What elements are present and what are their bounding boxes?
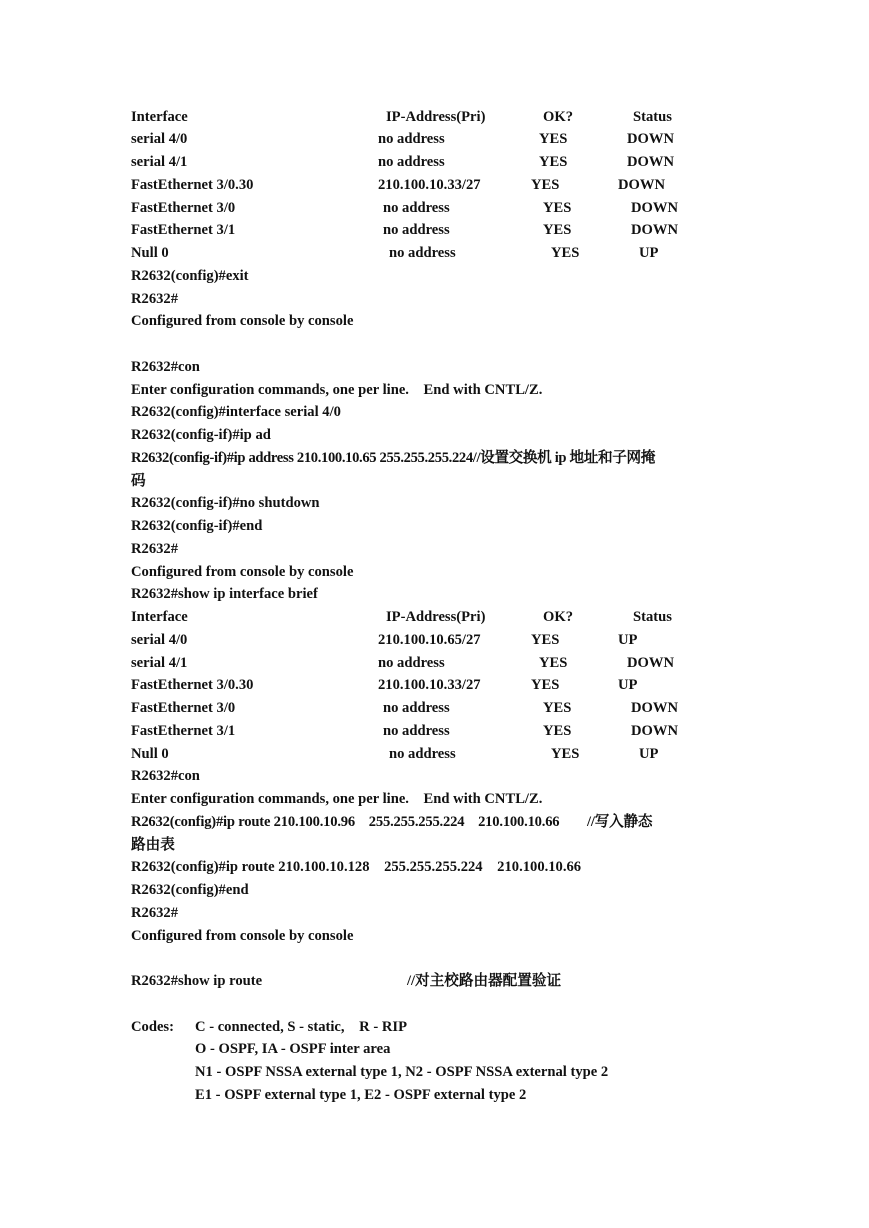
cell-ok: YES xyxy=(531,632,560,648)
cell-interface: serial 4/1 xyxy=(131,655,188,671)
cell-ok: YES xyxy=(543,723,572,739)
cell-status: UP xyxy=(639,746,659,762)
cell-interface: Null 0 xyxy=(131,245,169,261)
console-line: R2632#con xyxy=(131,768,200,784)
table-row xyxy=(131,722,738,740)
cell-interface: FastEthernet 3/0.30 xyxy=(131,677,254,693)
cell-ip-address: 210.100.10.33/27 xyxy=(378,177,481,193)
console-line: R2632(config-if)#ip ad xyxy=(131,427,271,443)
cell-ok: YES xyxy=(531,677,560,693)
table-row xyxy=(131,130,738,148)
cell-interface: FastEthernet 3/0 xyxy=(131,700,236,716)
cell-ip-address: no address xyxy=(383,700,450,716)
cell-ok: YES xyxy=(543,700,572,716)
cell-ip-address: no address xyxy=(378,154,445,170)
cell-interface: FastEthernet 3/0.30 xyxy=(131,177,254,193)
console-line: R2632(config-if)#end xyxy=(131,518,263,534)
cell-ip-address: no address xyxy=(378,655,445,671)
cell-ip-address: 210.100.10.65/27 xyxy=(378,632,481,648)
console-line: R2632(config)#exit xyxy=(131,268,249,284)
cell-status: DOWN xyxy=(631,723,679,739)
cell-ip-address: no address xyxy=(378,131,445,147)
table1-header xyxy=(131,108,738,126)
cell-status: DOWN xyxy=(627,154,675,170)
column-header-ok: OK? xyxy=(543,109,573,125)
column-header-status: Status xyxy=(633,109,672,125)
cell-interface: FastEthernet 3/1 xyxy=(131,222,236,238)
cell-ip-address: 210.100.10.33/27 xyxy=(378,677,481,693)
console-line: Configured from console by console xyxy=(131,928,354,944)
show-route-command: R2632#show ip route xyxy=(131,973,263,989)
show-route-comment: //对主校路由器配置验证 xyxy=(407,973,562,989)
console-line: 路由表 xyxy=(131,837,175,853)
cell-ip-address: no address xyxy=(389,245,456,261)
cell-status: UP xyxy=(618,677,638,693)
table-row xyxy=(131,221,738,239)
cell-ok: YES xyxy=(539,154,568,170)
table-row xyxy=(131,631,738,649)
console-line: Enter configuration commands, one per line. End with CNTL/Z. xyxy=(131,791,543,807)
cell-interface: Null 0 xyxy=(131,746,169,762)
cell-status: DOWN xyxy=(627,655,675,671)
codes-line: E1 - OSPF external type 1, E2 - OSPF external type 2 xyxy=(195,1087,527,1103)
table-row xyxy=(131,676,738,694)
cell-interface: FastEthernet 3/1 xyxy=(131,723,236,739)
cell-ok: YES xyxy=(551,746,580,762)
codes-line: N1 - OSPF NSSA external type 1, N2 - OSPF NSSA external type 2 xyxy=(195,1064,609,1080)
column-header-ip-address: IP-Address(Pri) xyxy=(386,109,486,125)
cell-ip-address: no address xyxy=(383,723,450,739)
cell-ip-address: no address xyxy=(383,200,450,216)
table2-header xyxy=(131,608,738,626)
cell-ok: YES xyxy=(531,177,560,193)
table-row xyxy=(131,699,738,717)
codes-label: Codes: xyxy=(131,1019,174,1035)
console-line: R2632(config)#interface serial 4/0 xyxy=(131,404,341,420)
cell-ok: YES xyxy=(539,655,568,671)
console-line: R2632(config)#ip route 210.100.10.96 255.255.255.224 210.100.10.66 //写入静态 xyxy=(131,814,653,830)
column-header-interface: Interface xyxy=(131,609,188,625)
console-line: R2632(config-if)#no shutdown xyxy=(131,495,320,511)
cell-status: DOWN xyxy=(631,200,679,216)
cell-status: UP xyxy=(618,632,638,648)
table-row xyxy=(131,654,738,672)
console-line: R2632# xyxy=(131,905,179,921)
column-header-interface: Interface xyxy=(131,109,188,125)
column-header-status: Status xyxy=(633,609,672,625)
cell-ok: YES xyxy=(543,222,572,238)
console-line: R2632(config)#ip route 210.100.10.128 255.255.255.224 210.100.10.66 xyxy=(131,859,582,875)
console-line: Configured from console by console xyxy=(131,564,354,580)
cell-status: DOWN xyxy=(627,131,675,147)
column-header-ok: OK? xyxy=(543,609,573,625)
table-row xyxy=(131,176,738,194)
console-line: Enter configuration commands, one per line. End with CNTL/Z. xyxy=(131,382,543,398)
codes-line: O - OSPF, IA - OSPF inter area xyxy=(195,1041,391,1057)
table-row xyxy=(131,153,738,171)
console-line: R2632(config)#end xyxy=(131,882,249,898)
table-row xyxy=(131,199,738,217)
codes-line: C - connected, S - static, R - RIP xyxy=(195,1019,407,1035)
cell-interface: serial 4/0 xyxy=(131,131,188,147)
console-line: Configured from console by console xyxy=(131,313,354,329)
cell-ok: YES xyxy=(543,200,572,216)
cell-status: DOWN xyxy=(631,700,679,716)
cell-ip-address: no address xyxy=(383,222,450,238)
cell-ok: YES xyxy=(539,131,568,147)
cell-interface: FastEthernet 3/0 xyxy=(131,200,236,216)
console-line: R2632#show ip interface brief xyxy=(131,586,318,602)
cell-status: DOWN xyxy=(631,222,679,238)
console-line: R2632# xyxy=(131,291,179,307)
cell-ok: YES xyxy=(551,245,580,261)
cell-status: DOWN xyxy=(618,177,666,193)
table-row xyxy=(131,745,738,763)
cell-ip-address: no address xyxy=(389,746,456,762)
console-line: 码 xyxy=(131,473,146,489)
cell-status: UP xyxy=(639,245,659,261)
table-row xyxy=(131,244,738,262)
console-line: R2632# xyxy=(131,541,179,557)
console-line: R2632(config-if)#ip address 210.100.10.65 255.255.255.224//设置交换机 ip 地址和子网掩 xyxy=(131,450,655,466)
column-header-ip-address: IP-Address(Pri) xyxy=(386,609,486,625)
console-line: R2632#con xyxy=(131,359,200,375)
cell-interface: serial 4/0 xyxy=(131,632,188,648)
cell-interface: serial 4/1 xyxy=(131,154,188,170)
